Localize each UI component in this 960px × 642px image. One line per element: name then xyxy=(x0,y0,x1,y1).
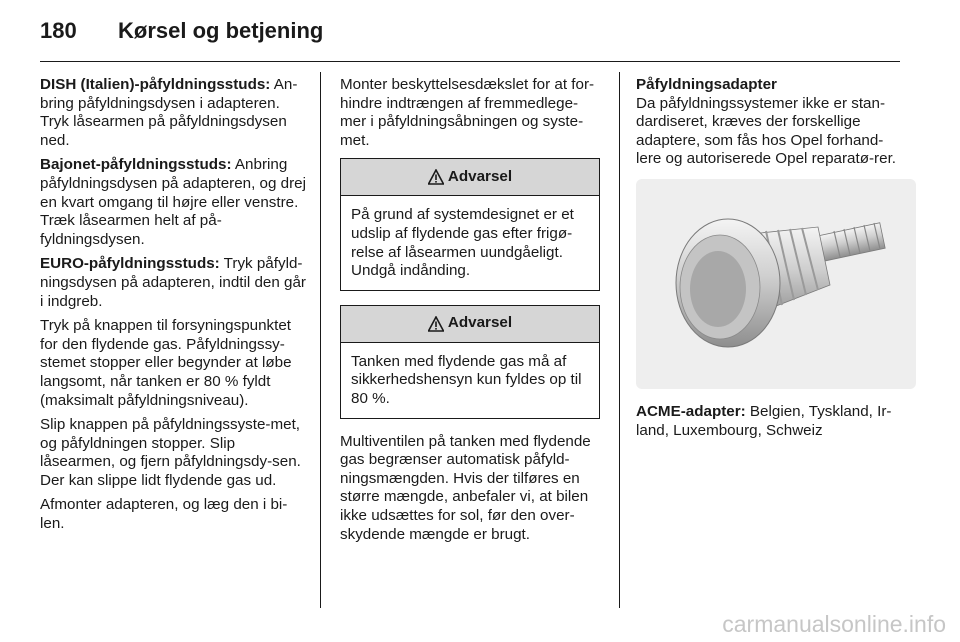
adapter-drawing xyxy=(636,179,916,389)
warning-triangle-icon xyxy=(428,169,444,185)
watermark: carmanualsonline.info xyxy=(722,611,946,637)
paragraph: Slip knappen på påfyldningssyste-met, og påfyldningen stopper. Slip låsearmen, og fjern påfyldningsdy-sen. Der kan slippe lidt flydende gas ud. xyxy=(40,416,301,489)
warning-title: Advarsel xyxy=(447,314,513,332)
column-middle xyxy=(340,76,600,550)
caption: ACME-adapter: Belgien, Tyskland, Ir-land, Luxembourg, Schweiz xyxy=(636,402,892,439)
paragraph: DISH (Italien)-påfyldningsstuds: An-bring påfyldningsdysen i adapteren. Tryk låsearmen på påfyldningsdysen ned. xyxy=(40,76,298,149)
warning-header xyxy=(341,159,599,196)
term-label: Bajonet-påfyldningsstuds: xyxy=(40,156,232,174)
term-label: DISH (Italien)-påfyldningsstuds: xyxy=(40,76,271,93)
term-label: EURO-påfyldningsstuds: xyxy=(40,255,220,273)
paragraph: Monter beskyttelsesdækslet for at for-hindre indtrængen af fremmedlege-mer i påfyldningsåbningen og syste-met. xyxy=(340,76,595,149)
column-divider xyxy=(619,72,620,608)
warning-title: Advarsel xyxy=(447,168,513,186)
caption-label: ACME-adapter: xyxy=(636,402,746,420)
acme-adapter-illustration xyxy=(636,179,916,389)
column-divider xyxy=(320,72,321,608)
section-heading: Påfyldningsadapter xyxy=(636,76,777,93)
paragraph: Afmonter adapteren, og læg den i bi-len. xyxy=(40,496,288,533)
page-number: 180 xyxy=(40,18,77,43)
chapter-title: Kørsel og betjening xyxy=(118,18,324,43)
paragraph: Bajonet-påfyldningsstuds: Anbring påfyldningsdysen på adapteren, og drej en kvart omgang til højre eller venstre. Træk låsearmen helt af på-fyldningsdysen. xyxy=(40,156,306,248)
warning-text: Tanken med flydende gas må af sikkerhedshensyn kun fyldes op til 80 %. xyxy=(351,352,582,407)
warning-box xyxy=(340,158,600,290)
column-right xyxy=(636,76,902,446)
warning-header xyxy=(341,306,599,343)
paragraph: Da påfyldningssystemer ikke er stan-dardiseret, kræves der forskellige adaptere, som fås hos Opel forhand-lere og autoriserede Opel reparatø-rer. xyxy=(636,94,897,168)
paragraph: EURO-påfyldningsstuds: Tryk påfyld-ningsdysen på adapteren, indtil den går i indgreb. xyxy=(40,255,306,310)
warning-box xyxy=(340,305,600,419)
paragraph: Tryk på knappen til forsyningspunktet for den flydende gas. Påfyldningssy-stemet stopper eller begynder at løbe langsomt, når tanken er 80 % fyldt (maksimalt påfyldningsniveau). xyxy=(40,317,292,409)
header-rule xyxy=(40,61,900,62)
warning-triangle-icon xyxy=(428,316,444,332)
warning-text: På grund af systemdesignet er et udslip af flydende gas efter frigø-relse af låsearmen uundgåeligt. Undgå indånding. xyxy=(351,206,574,280)
column-left xyxy=(40,76,308,540)
paragraph: Multiventilen på tanken med flydende gas begrænser automatisk påfyld-ningsmængden. Hvis der tilføres en større mængde, anbefaler vi, at bilen ikke udsættes for sol, før den over-skydende mængde er brugt. xyxy=(340,432,591,543)
